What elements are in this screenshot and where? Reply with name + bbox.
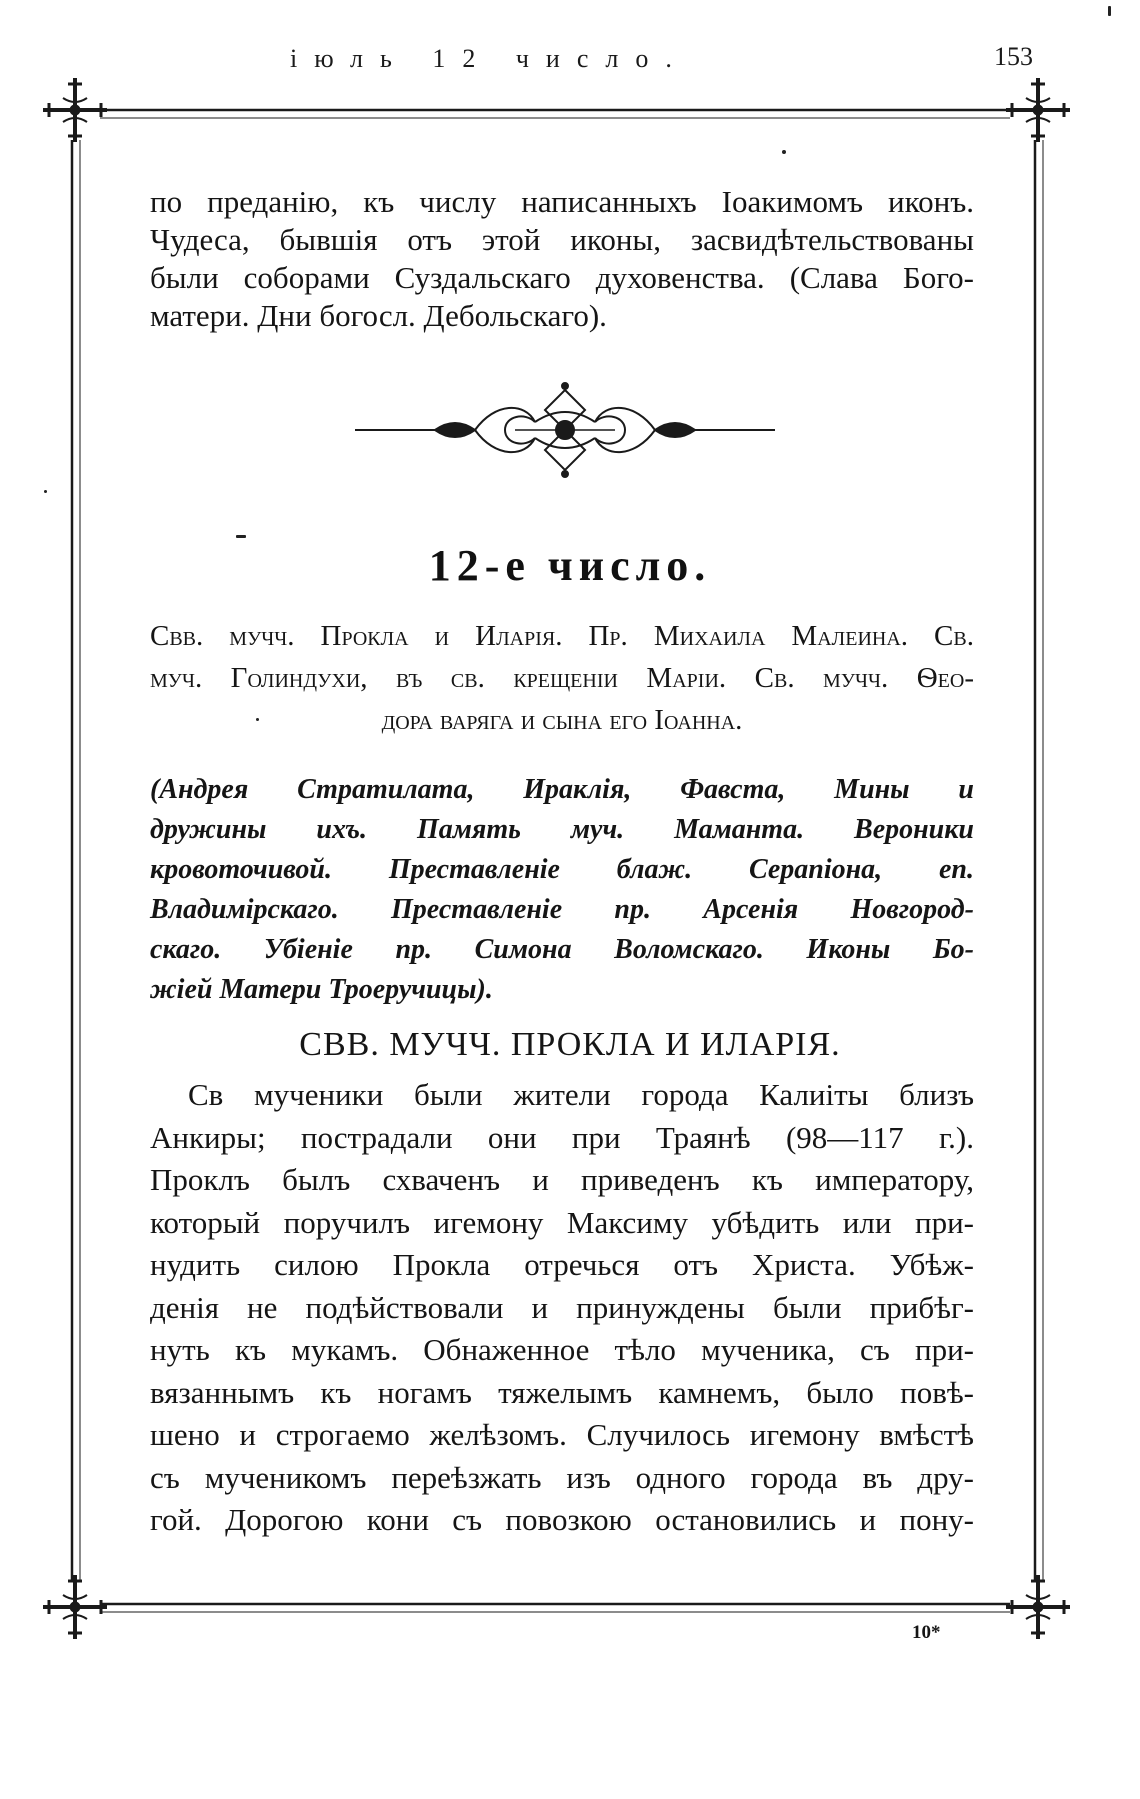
running-head: іюль 12 число.	[290, 44, 689, 73]
text-line: который поручилъ игемону Максиму убѣдить или при-	[150, 1204, 974, 1240]
text-line: дружины ихъ. Память муч. Маманта. Вероники	[150, 814, 974, 845]
saints-list	[150, 615, 974, 741]
text-line: съ мученикомъ переѣзжать изъ одного города въ дру-	[150, 1459, 974, 1495]
minor-saints-list	[150, 770, 974, 1010]
text-line: Владимірскаго. Преставленіе пр. Арсенія Новгород-	[150, 894, 974, 925]
text-line: Анкиры; пострадали они при Траянѣ (98—117 г.).	[150, 1119, 974, 1155]
ornamental-divider-icon	[355, 382, 775, 482]
text-line: (Андрея Стратилата, Ираклія, Фавста, Мины и	[150, 774, 974, 805]
text-line: Свв. мучч. Прокла и Иларія. Пр. Михаила Малеина. Св.	[150, 620, 974, 652]
text-line: скаго. Убіеніе пр. Симона Воломскаго. Иконы Бо-	[150, 934, 974, 965]
text-line: муч. Голиндухи, въ св. крещеніи Маріи. Св. мучч. Ѳео-	[150, 662, 974, 694]
intro-paragraph	[150, 183, 974, 335]
text-line: кровоточивой. Преставленіе блаж. Серапіона, еп.	[150, 854, 974, 885]
text-line: нудить силою Прокла отречься отъ Христа. Убѣж-	[150, 1247, 974, 1282]
life-paragraph	[150, 1074, 974, 1542]
print-speck	[1108, 6, 1111, 16]
print-speck	[256, 718, 259, 721]
text-line: дора варяга и сына его Іоанна.	[381, 704, 743, 736]
text-line: Св мученики были жители города Калиіты близъ	[188, 1077, 974, 1112]
page-number: 153	[994, 42, 1033, 71]
signature-mark: 10*	[912, 1622, 941, 1643]
print-speck	[44, 490, 47, 493]
text-line: гой. Дорогою кони съ повозкою остановились и пону-	[150, 1502, 974, 1537]
text-line: нуть къ мукамъ. Обнаженное тѣло мученика, съ при-	[150, 1332, 974, 1367]
text-line: были соборами Суздальскаго духовенства. (Слава Бого-	[150, 260, 974, 295]
text-line: шено и строгаемо желѣзомъ. Случилось игемону вмѣстѣ	[150, 1417, 974, 1452]
text-line: вязаннымъ къ ногамъ тяжелымъ камнемъ, было повѣ-	[150, 1374, 974, 1410]
print-speck	[236, 535, 246, 538]
text-line: денія не подѣйствовали и принуждены были прибѣг-	[150, 1289, 974, 1325]
day-title: 12-е число.	[428, 541, 712, 590]
text-line: Чудеса, бывшія отъ этой иконы, засвидѣтельствованы	[150, 222, 974, 257]
print-speck	[782, 150, 786, 154]
text-line: матери. Дни богосл. Дебольскаго).	[150, 298, 607, 333]
section-heading: СВВ. МУЧЧ. ПРОКЛА И ИЛАРІЯ.	[299, 1026, 841, 1063]
text-line: по преданію, къ числу написанныхъ Іоакимомъ иконъ.	[150, 184, 974, 219]
text-line: Проклъ былъ схваченъ и приведенъ къ императору,	[150, 1162, 974, 1197]
text-line: жіей Матери Троеручицы).	[150, 974, 493, 1005]
